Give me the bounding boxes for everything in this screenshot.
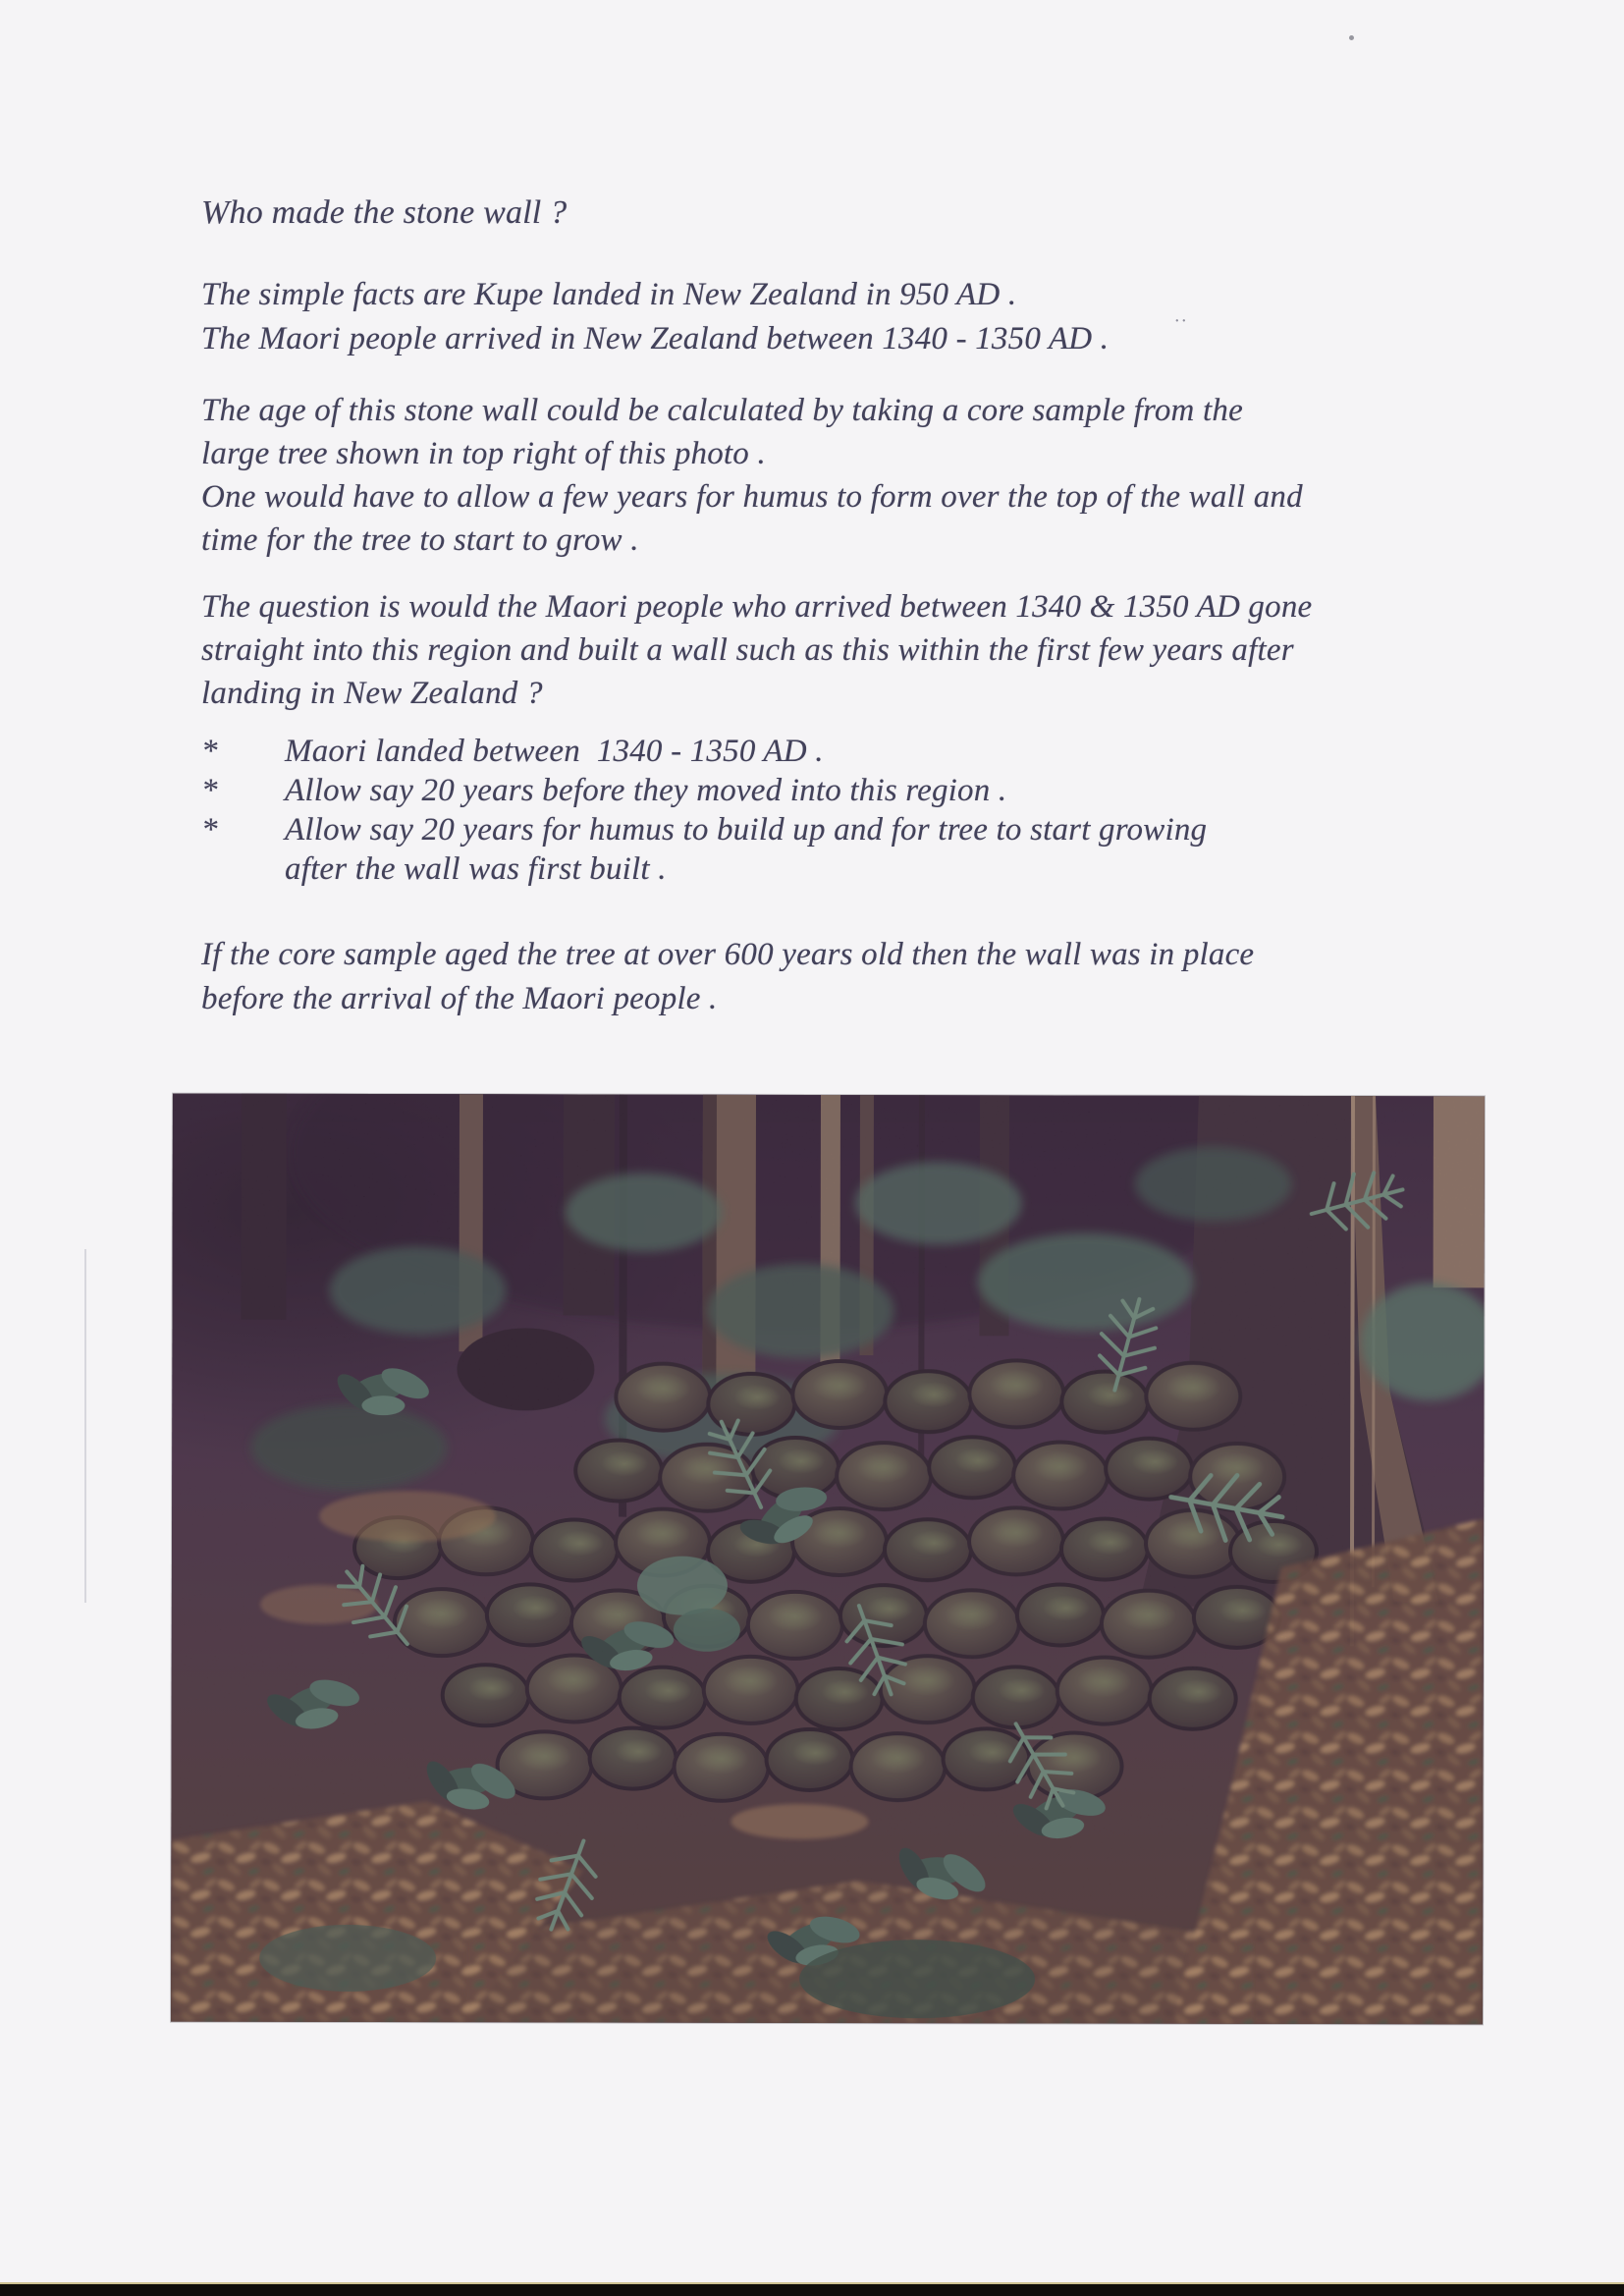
bullet-item [201, 732, 1207, 771]
text-line: The Maori people arrived in New Zealand between 1340 - 1350 AD . [201, 321, 1110, 356]
stone-wall-photo [171, 1094, 1485, 2025]
text-line: landing in New Zealand ? [201, 676, 543, 711]
bullet-item-continuation [201, 849, 1207, 889]
bullet-text: Maori landed between 1340 - 1350 AD . [285, 734, 824, 769]
text-line: time for the tree to start to grow . [201, 522, 639, 558]
bullet-text: after the wall was first built . [285, 851, 667, 887]
bullet-text: Allow say 20 years for humus to build up and for tree to start growing [285, 812, 1208, 847]
text-line: large tree shown in top right of this photo . [201, 436, 766, 471]
text-line: straight into this region and built a wall such as this within the first few years after [201, 632, 1294, 668]
title-text: Who made the stone wall ? [201, 194, 568, 231]
text-line: The question is would the Maori people who arrived between 1340 & 1350 AD gone [201, 589, 1313, 625]
text-line: One would have to allow a few years for humus to form over the top of the wall and [201, 479, 1303, 515]
bullet-marker: * [201, 773, 218, 808]
bullet-marker: * [201, 734, 218, 769]
scan-speck [1349, 35, 1354, 40]
page-title [201, 194, 567, 232]
scan-line-artifact [84, 1249, 86, 1603]
bullet-text: Allow say 20 years before they moved into this region . [285, 773, 1007, 808]
bullet-item [201, 810, 1207, 849]
bullet-item [201, 771, 1207, 810]
bullet-list [201, 732, 1207, 889]
text-line: before the arrival of the Maori people . [201, 981, 718, 1016]
paragraph-conclusion [201, 933, 1254, 1021]
paragraph-facts [201, 273, 1109, 361]
text-line: If the core sample aged the tree at over 600 years old then the wall was in place [201, 937, 1255, 972]
bullet-marker-empty [201, 849, 285, 889]
text-line: The age of this stone wall could be calculated by taking a core sample from the [201, 393, 1243, 428]
text-line: The simple facts are Kupe landed in New Zealand in 950 AD . [201, 277, 1017, 312]
paragraph-age [201, 389, 1303, 562]
stray-mark: ·· [1174, 310, 1188, 332]
photo-grain-overlay [171, 1094, 1485, 2025]
paragraph-question [201, 585, 1312, 715]
bullet-marker: * [201, 812, 218, 847]
scanner-edge-bar [0, 2282, 1624, 2296]
